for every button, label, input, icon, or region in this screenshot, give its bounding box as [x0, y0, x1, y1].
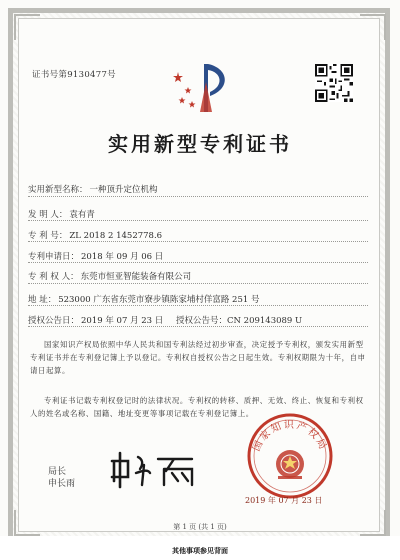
field-label: 专 利 权 人： — [28, 272, 79, 282]
director-title: 局长 — [48, 467, 67, 477]
field-inventor — [28, 208, 95, 220]
cnipa-logo-icon — [170, 62, 240, 114]
official-seal-icon — [246, 412, 334, 500]
field-patent-holder — [28, 270, 191, 282]
field-value: 2018 年 09 月 06 日 — [81, 252, 164, 262]
field-value: ZL 2018 2 1452778.6 — [69, 231, 163, 241]
certificate-number: 证书号第9130477号 — [32, 70, 116, 80]
divider — [28, 326, 368, 327]
divider — [28, 283, 368, 284]
field-filing-date — [28, 250, 163, 262]
corner-ornament-icon — [14, 14, 40, 40]
svg-text:国家知识产权局: 国家知识产权局 — [251, 419, 329, 454]
field-value: 2019 年 07 月 23 日 — [81, 316, 164, 326]
grant-statement-paragraph: 国家知识产权局依照中华人民共和国专利法经过初步审查，决定授予专利权，颁发实用新型专利证书并在专利登记簿上予以登记。专利权自授权公告之日起生效。专利权期限为十年，自申请日起算。 — [30, 340, 366, 375]
qr-code-icon — [315, 64, 353, 102]
field-label: 专 利 号： — [28, 231, 68, 241]
legal-status-paragraph: 专利证书记载专利权登记时的法律状况。专利权的转移、质押、无效、终止、恢复和专利权人的姓名或名称、国籍、地址变更等事项记载在专利登记簿上。 — [30, 396, 364, 418]
field-announcement-number — [176, 314, 302, 326]
field-value: 东莞市恒亚智能装备有限公司 — [80, 272, 192, 282]
director-name: 申长雨 — [48, 479, 76, 489]
field-label: 授权公告日： — [28, 316, 80, 326]
field-label: 授权公告号： — [176, 316, 228, 326]
handwritten-signature-icon — [108, 447, 198, 489]
field-patent-number — [28, 229, 162, 241]
divider — [28, 196, 368, 197]
field-label: 专利申请日： — [28, 252, 80, 262]
field-value: 一种顶升定位机构 — [89, 185, 158, 195]
field-label: 地 址： — [28, 295, 57, 305]
field-address — [28, 293, 259, 305]
field-value: 523000 广东省东莞市寮步镇陈家埔村佯富路 251 号 — [58, 295, 260, 305]
seal-date: 2019 年 07 月 23 日 — [245, 496, 323, 505]
field-value: CN 209143089 U — [227, 316, 303, 326]
field-label: 实用新型名称： — [28, 185, 88, 195]
divider — [28, 305, 368, 306]
page-number: 第 1 页 (共 1 页) — [173, 523, 227, 531]
field-grant-date — [28, 314, 303, 326]
divider — [28, 241, 368, 242]
corner-ornament-icon — [360, 14, 386, 40]
footnote: 其他事项参见背面 — [172, 546, 228, 555]
field-utility-model-name — [28, 183, 158, 195]
divider — [28, 262, 368, 263]
field-value: 袁有青 — [69, 210, 95, 220]
divider — [28, 220, 368, 221]
field-label: 发 明 人： — [28, 210, 68, 220]
certificate-title: 实用新型专利证书 — [108, 132, 292, 156]
